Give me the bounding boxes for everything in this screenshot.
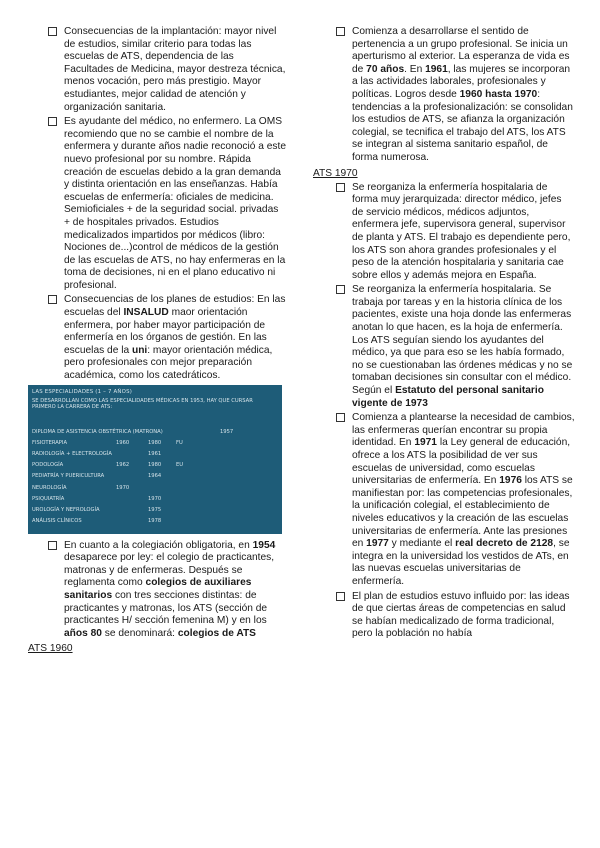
item-text: Es ayudante del médico, no enfermero. La OMS recomiendo que no se cambie el nombre de la enfermera y durante años nadie reconoció a este nuevo profesional por su nombre. Rápida creación de escuelas debido a la gran demanda y distinta orientación en las enseñanzas. Había escuelas de enfermería: oficiales de medicina. Semioficiales + de la seguridad social. privadas + de hospitales privados. Estudios medicalizados impartidos por médicos (libro: Nociones de...)control de médicos de la gestión de las escuelas de ATS, no hay enfermeras en la toma de decisiones, ni en el plano educativo ni profesional. [64,116,287,291]
list-item [46,540,286,641]
slide-cell: 1961 [148,451,162,457]
checkbox[interactable] [336,183,345,192]
checkbox[interactable] [336,592,345,601]
slide-cell: 1975 [148,506,162,513]
slide-cell: 1964 [148,473,162,480]
slide-row [32,507,278,518]
item-text: En cuanto a la colegiación obligatoria, en 1954 desaparece por ley: el colegio de practicantes, matronas y de enfermeras. Después se reglamenta como colegios de auxiliares sanitarios con tres secciones distintas: de practicantes y matronas, los ATS (sección de practicantes H/ sección femenina M) y en los años 80 se denominará: colegios de ATS [64,539,276,639]
slide-cell: FISIOTERAPIA [32,439,68,446]
item-text: Comienza a plantearse la necesidad de cambios, las enfermeras querían encontrar su propia identidad. En 1971 la Ley general de educación, ofrece a los ATS la posibilidad de ver sus escuelas de universidad, como escuelas universitarias de enfermería. En 1976 los ATS se manifiestan por: las competencias profesionales, la unificación colegial, el establecimiento de niveles educativos y la creación de las escuelas universitarias de enfermería. Ante las presiones en 1977 y mediante el real decreto de 2128, se integra en la universidad los vestidos de ATs, en las nuevas escuelas universitarias de enfermería. [352,412,575,587]
slide-row [32,429,278,440]
item-text: Consecuencias de los planes de estudios: En las escuelas del INSALUD maor orientación enfermera, por haber mayor participación de enfermería en los órganos de gestión. En las escuelas de la uni: mayor orientación médica, pero profesionales con mejor preparación académica, como los catedráticos. [64,294,286,382]
slide-cell: PSIQUIATRÍA [32,495,65,502]
list-item [315,26,575,165]
slide-cell: FU [176,439,183,446]
checkbox[interactable] [48,27,57,36]
slide-cell: 1960 [116,439,130,446]
item-text: Se reorganiza la enfermería hospitalaria de forma muy jerarquizada: director médico, jefes de servicio médicos, médicos adjuntos, enfermera jefe, supervisora general, supervisor de planta y ATS. El trabajo es dependiente pero, los ATS son ahora grandes profesionales y el peso de la atención hospitalaria y sanitaria cae sobre ellos y además mejora en España. [352,181,571,281]
slide-cell: ANÁLISIS CLÍNICOS [32,518,82,525]
slide-cell: 1970 [116,484,130,491]
slide-row [32,451,278,462]
checkbox[interactable] [336,413,345,422]
checkbox[interactable] [48,541,57,550]
slide-cell: 1957 [220,428,234,435]
item-text: El plan de estudios estuvo influido por: las ideas de que ciertas áreas de competencias en salud se habían medicalizado de forma tradicional, pero la población no había [352,590,570,640]
slide-cell: PODOLOGÍA [32,462,64,469]
left-items-2 [46,540,286,641]
slide-row [32,462,278,473]
checkbox[interactable] [48,117,57,126]
slide-cell: 1980 [148,462,162,469]
slide-cell: DIPLOMA DE ASISTENCIA OBSTÉTRICA (MATRONA) [32,428,163,435]
left-column [28,26,287,657]
right-items [315,182,575,641]
right-column [315,26,575,643]
section-title-ats-1970: ATS 1970 [313,167,358,179]
slide-cell: 1978 [148,518,162,525]
list-item [315,412,575,588]
slide-cell: 1980 [148,439,162,446]
slide-row [32,485,278,496]
slide-title: LAS ESPECIALIDADES (1 – 7 AÑOS) [32,388,132,395]
slide-cell: RADIOLOGÍA + ELECTROLOGÍA [32,451,112,457]
item-text: Se reorganiza la enfermería hospitalaria. Se trabaja por tareas y en la historia clínica de los pacientes, existe una hoja donde las enfermeras anotan lo que hacen, es la hoja de enfermería. Los ATS seguían siendo los ayudantes del médico, ya que para eso se les había formado, no se cuestionaban las órdenes médicas y no se tomaban decisiones sin consultar con el médico. Según el Estatuto del personal sanitario vigente de 1973 [352,284,573,409]
slide-cell: EU [176,462,184,469]
section-title-ats-1960: ATS 1960 [28,643,73,655]
slide-subtitle: SE DESARROLLAN COMO LAS ESPECIALIDADES MÉDICAS EN 1953, HAY QUE CURSAR PRIMERO LA CARRERA DE ATS: [32,397,253,411]
list-item [46,26,286,114]
slide-cell: UROLOGÍA Y NEFROLOGÍA [32,506,100,513]
slide-row [32,518,278,529]
list-item [46,116,286,292]
checkbox[interactable] [48,295,57,304]
checkbox[interactable] [336,27,345,36]
checkbox[interactable] [336,285,345,294]
list-item [315,284,575,410]
list-item [315,182,575,283]
list-item [315,591,575,641]
slide-cell: 1970 [148,495,162,502]
slide-row [32,496,278,507]
item-text: Comienza a desarrollarse el sentido de pertenencia a un grupo profesional. Se inicia un aperturismo al exterior. La esperanza de vida es de 70 años. En 1961, las mujeres se incorporan a las actividades laborales, profesionales y políticas. Logros desde 1960 hasta 1970: tendencias a la profesionalización: se consolidan los estudios de ATS, se afianza la organización colegial, se tecnifica el trabajo del ATS, los ATS se integran al sistema sanitario español, de forma numerosa. [352,26,573,163]
item-text: Consecuencias de la implantación: mayor nivel de estudios, similar criterio para todas las escuelas de ATS, dependencia de las Facultades de Medicina, mayor destreza técnica, menos vocación, pero más prestigio. Mayor estudiantes, mejor calidad de atención y organización sanitaria. [64,26,286,113]
slide-row [32,440,278,451]
left-items [46,26,286,383]
slide-cell: 1962 [116,462,130,469]
specialties-slide-image [28,385,282,534]
slide-row [32,473,278,484]
slide-cell: NEUROLOGÍA [32,484,67,491]
slide-cell: PEDIATRÍA Y PUERICULTURA [32,473,105,480]
slide-rows [32,429,278,530]
list-item [46,294,286,382]
